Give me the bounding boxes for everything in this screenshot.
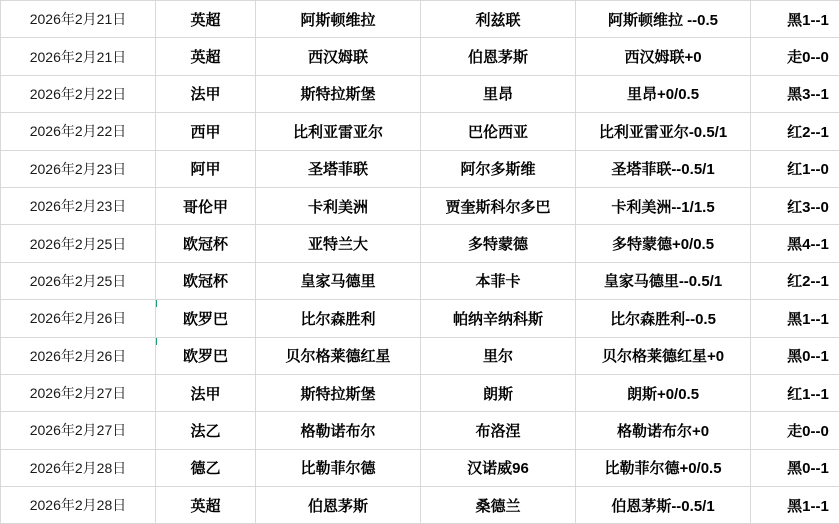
result-cell: 红2--1: [751, 113, 839, 150]
table-row[interactable]: [1, 150, 839, 187]
table-row[interactable]: [1, 449, 839, 486]
away-team-cell: 里尔: [421, 337, 576, 374]
result-cell: 走0--0: [751, 38, 839, 75]
pick-cell: 多特蒙德+0/0.5: [576, 225, 751, 262]
match-date-cell: 2026年2月28日: [1, 449, 156, 486]
match-date-cell: 2026年2月27日: [1, 374, 156, 411]
table-row[interactable]: [1, 113, 839, 150]
result-cell: 黑0--1: [751, 449, 839, 486]
league-cell: 哥伦甲: [156, 187, 256, 224]
result-cell: 黑1--1: [751, 487, 839, 524]
result-cell: 红1--1: [751, 374, 839, 411]
match-date-cell: 2026年2月25日: [1, 225, 156, 262]
league-cell: 欧冠杯: [156, 262, 256, 299]
result-cell: 黑3--1: [751, 75, 839, 112]
home-team-cell: 格勒诺布尔: [256, 412, 421, 449]
away-team-cell: 里昂: [421, 75, 576, 112]
match-date-cell: 2026年2月22日: [1, 75, 156, 112]
league-cell: 英超: [156, 487, 256, 524]
home-team-cell: 西汉姆联: [256, 38, 421, 75]
away-team-cell: 伯恩茅斯: [421, 38, 576, 75]
result-cell: 黑1--1: [751, 1, 839, 38]
home-team-cell: 斯特拉斯堡: [256, 374, 421, 411]
home-team-cell: 比勒菲尔德: [256, 449, 421, 486]
away-team-cell: 贾奎斯科尔多巴: [421, 187, 576, 224]
league-cell: 法乙: [156, 412, 256, 449]
pick-cell: 伯恩茅斯--0.5/1: [576, 487, 751, 524]
match-date-cell: 2026年2月27日: [1, 412, 156, 449]
pick-cell: 朗斯+0/0.5: [576, 374, 751, 411]
home-team-cell: 斯特拉斯堡: [256, 75, 421, 112]
table-row[interactable]: [1, 75, 839, 112]
league-cell: 欧冠杯: [156, 225, 256, 262]
pick-cell: 比利亚雷亚尔-0.5/1: [576, 113, 751, 150]
table-row[interactable]: [1, 225, 839, 262]
away-team-cell: 巴伦西亚: [421, 113, 576, 150]
league-cell: 欧罗巴: [156, 337, 256, 374]
table-row[interactable]: [1, 262, 839, 299]
result-cell: 红2--1: [751, 262, 839, 299]
result-cell: 走0--0: [751, 412, 839, 449]
result-cell: 黑1--1: [751, 300, 839, 337]
table-row[interactable]: [1, 412, 839, 449]
pick-cell: 贝尔格莱德红星+0: [576, 337, 751, 374]
league-cell: 欧罗巴: [156, 300, 256, 337]
away-team-cell: 朗斯: [421, 374, 576, 411]
pick-cell: 比勒菲尔德+0/0.5: [576, 449, 751, 486]
pick-cell: 卡利美洲--1/1.5: [576, 187, 751, 224]
league-cell: 法甲: [156, 374, 256, 411]
table-row[interactable]: [1, 337, 839, 374]
pick-cell: 比尔森胜利--0.5: [576, 300, 751, 337]
league-cell: 英超: [156, 1, 256, 38]
home-team-cell: 阿斯顿维拉: [256, 1, 421, 38]
match-date-cell: 2026年2月26日: [1, 300, 156, 337]
league-cell: 英超: [156, 38, 256, 75]
away-team-cell: 帕纳辛纳科斯: [421, 300, 576, 337]
match-date-cell: 2026年2月25日: [1, 262, 156, 299]
away-team-cell: 多特蒙德: [421, 225, 576, 262]
away-team-cell: 桑德兰: [421, 487, 576, 524]
match-date-cell: 2026年2月26日: [1, 337, 156, 374]
table-row[interactable]: [1, 487, 839, 524]
league-cell: 德乙: [156, 449, 256, 486]
league-cell: 西甲: [156, 113, 256, 150]
away-team-cell: 利兹联: [421, 1, 576, 38]
table-body: [1, 1, 839, 524]
result-cell: 红1--0: [751, 150, 839, 187]
result-cell: 黑0--1: [751, 337, 839, 374]
pick-cell: 皇家马德里--0.5/1: [576, 262, 751, 299]
table-row[interactable]: [1, 300, 839, 337]
away-team-cell: 汉诺威96: [421, 449, 576, 486]
result-cell: 红3--0: [751, 187, 839, 224]
table-row[interactable]: [1, 1, 839, 38]
match-date-cell: 2026年2月22日: [1, 113, 156, 150]
pick-cell: 格勒诺布尔+0: [576, 412, 751, 449]
home-team-cell: 比利亚雷亚尔: [256, 113, 421, 150]
home-team-cell: 比尔森胜利: [256, 300, 421, 337]
home-team-cell: 皇家马德里: [256, 262, 421, 299]
home-team-cell: 贝尔格莱德红星: [256, 337, 421, 374]
away-team-cell: 阿尔多斯维: [421, 150, 576, 187]
home-team-cell: 圣塔菲联: [256, 150, 421, 187]
table-row[interactable]: [1, 374, 839, 411]
match-date-cell: 2026年2月21日: [1, 1, 156, 38]
match-date-cell: 2026年2月23日: [1, 150, 156, 187]
away-team-cell: 本菲卡: [421, 262, 576, 299]
pick-cell: 里昂+0/0.5: [576, 75, 751, 112]
home-team-cell: 伯恩茅斯: [256, 487, 421, 524]
league-cell: 阿甲: [156, 150, 256, 187]
match-date-cell: 2026年2月28日: [1, 487, 156, 524]
match-date-cell: 2026年2月21日: [1, 38, 156, 75]
table-row[interactable]: [1, 38, 839, 75]
pick-cell: 西汉姆联+0: [576, 38, 751, 75]
result-cell: 黑4--1: [751, 225, 839, 262]
table-row[interactable]: [1, 187, 839, 224]
match-date-cell: 2026年2月23日: [1, 187, 156, 224]
pick-cell: 圣塔菲联--0.5/1: [576, 150, 751, 187]
home-team-cell: 亚特兰大: [256, 225, 421, 262]
pick-cell: 阿斯顿维拉 --0.5: [576, 1, 751, 38]
league-cell: 法甲: [156, 75, 256, 112]
home-team-cell: 卡利美洲: [256, 187, 421, 224]
away-team-cell: 布洛涅: [421, 412, 576, 449]
